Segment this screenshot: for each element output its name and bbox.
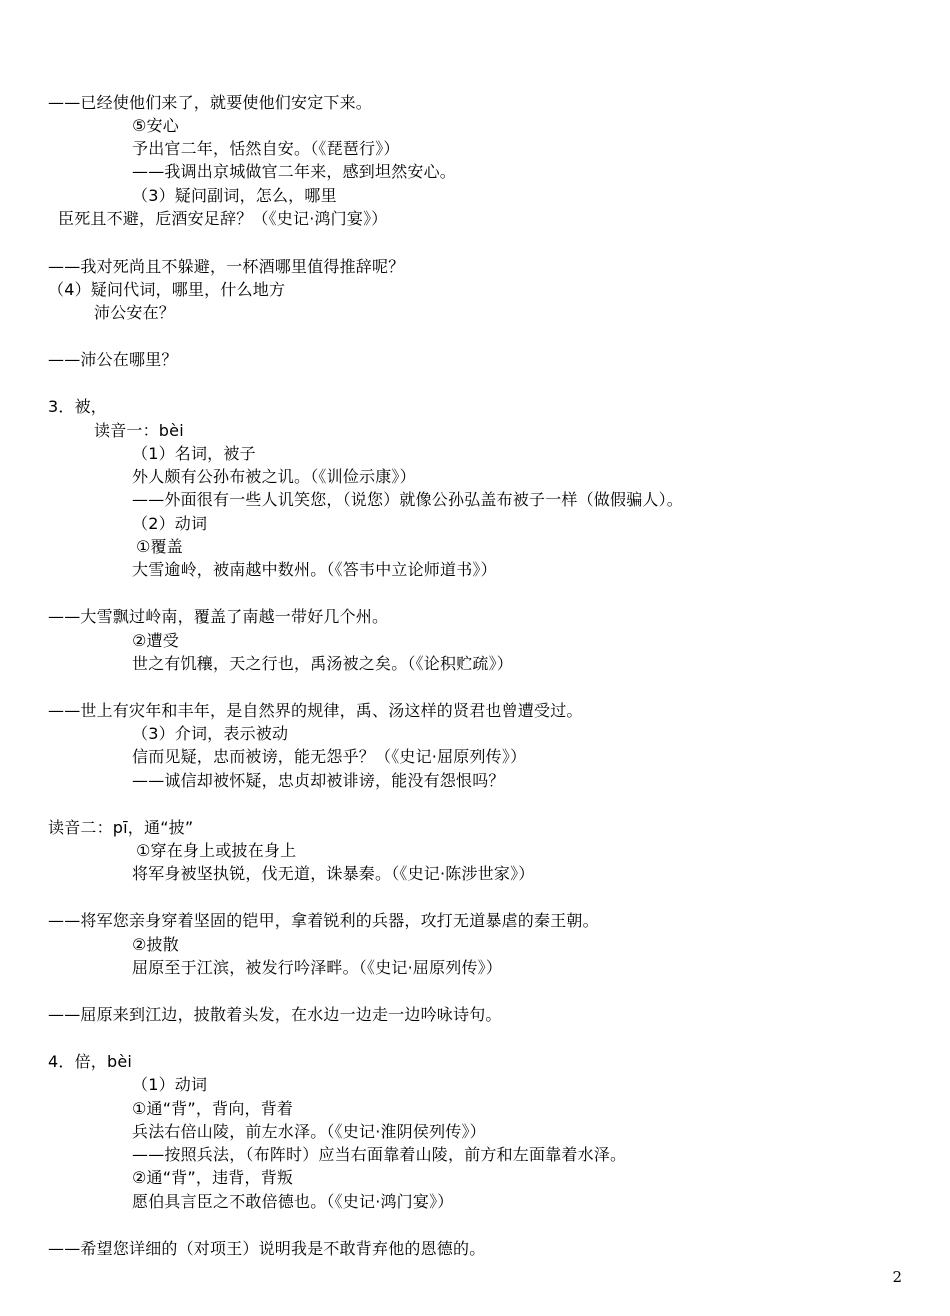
text-line-example: 愿伯具言臣之不敢倍德也。（《史记·鸿门宴》） [132, 1192, 454, 1211]
text-line-sense: （2）动词 [132, 514, 208, 533]
text-line-sense: ⑤安心 [132, 116, 179, 135]
text-line-sense: ①穿在身上或披在身上 [136, 841, 297, 860]
text-line-sense: （4）疑问代词，哪里，什么地方 [48, 280, 286, 299]
text-line-translation: ——世上有灾年和丰年，是自然界的规律，禹、汤这样的贤君也曾遭受过。 [48, 701, 583, 720]
text-line-translation: ——将军您亲身穿着坚固的铠甲，拿着锐利的兵器，攻打无道暴虐的秦王朝。 [48, 911, 599, 930]
text-line-example: 大雪逾岭，被南越中数州。（《答韦中立论师道书》） [132, 560, 497, 579]
text-line-example: 臣死且不避，卮酒安足辞？（《史记·鸿门宴》） [58, 209, 388, 228]
page-number: 2 [892, 1268, 902, 1286]
text-line-translation: ——我对死尚且不躲避，一杯酒哪里值得推辞呢？ [48, 257, 405, 276]
text-line-translation: ——我调出京城做官二年来，感到坦然安心。 [132, 162, 457, 181]
text-line-example: 将军身被坚执锐，伐无道，诛暴秦。（《史记·陈涉世家》） [132, 864, 535, 883]
text-line-example: 沛公安在？ [94, 303, 176, 322]
text-line-sense: （3）疑问副词，怎么，哪里 [132, 186, 337, 205]
text-line-example: 予出官二年，恬然自安。（《琵琶行》） [132, 139, 400, 158]
text-line-example: 外人颇有公孙布被之讥。（《训俭示康》） [132, 467, 416, 486]
text-line-translation: ——希望您详细的（对项王）说明我是不敢背弃他的恩德的。 [48, 1239, 486, 1258]
pronunciation-heading: 读音二：pī，通“披” [48, 818, 194, 837]
text-line-translation: ——诚信却被怀疑，忠贞却被诽谤，能没有怨恨吗？ [132, 771, 505, 790]
text-line-example: 兵法右倍山陵，前左水泽。（《史记·淮阴侯列传》） [132, 1122, 486, 1141]
text-line-translation: ——屈原来到江边，披散着头发，在水边一边走一边吟咏诗句。 [48, 1005, 502, 1024]
text-line-translation: ——沛公在哪里？ [48, 350, 178, 369]
section-heading: 3．被， [48, 397, 107, 416]
text-line-translation: ——外面很有一些人讥笑您，（说您）就像公孙弘盖布被子一样（做假骗人）。 [132, 490, 684, 509]
text-line-example: 世之有饥穰，天之行也，禹汤被之矣。（《论积贮疏》） [132, 654, 514, 673]
text-line-sense: ②披散 [132, 935, 179, 954]
text-line-sense: ②通“背”，违背，背叛 [132, 1168, 294, 1187]
text-line-translation: ——已经使他们来了，就要使他们安定下来。 [48, 93, 373, 112]
text-line-sense: ②遭受 [132, 631, 179, 650]
section-heading: 4．倍，bèi [48, 1052, 133, 1071]
text-line-translation: ——大雪飘过岭南，覆盖了南越一带好几个州。 [48, 607, 389, 626]
text-line-sense: ①覆盖 [136, 537, 183, 556]
text-line-translation: ——按照兵法，（布阵时）应当右面靠着山陵，前方和左面靠着水泽。 [132, 1145, 627, 1164]
pronunciation-heading: 读音一：bèi [94, 421, 184, 440]
text-line-sense: ①通“背”，背向，背着 [132, 1099, 294, 1118]
text-line-example: 信而见疑，忠而被谤，能无怨乎？（《史记·屈原列传》） [132, 747, 527, 766]
text-line-example: 屈原至于江滨，被发行吟泽畔。（《史记·屈原列传》） [132, 958, 503, 977]
text-line-sense: （1）动词 [132, 1075, 208, 1094]
text-line-sense: （1）名词，被子 [132, 444, 256, 463]
text-line-sense: （3）介词，表示被动 [132, 724, 289, 743]
